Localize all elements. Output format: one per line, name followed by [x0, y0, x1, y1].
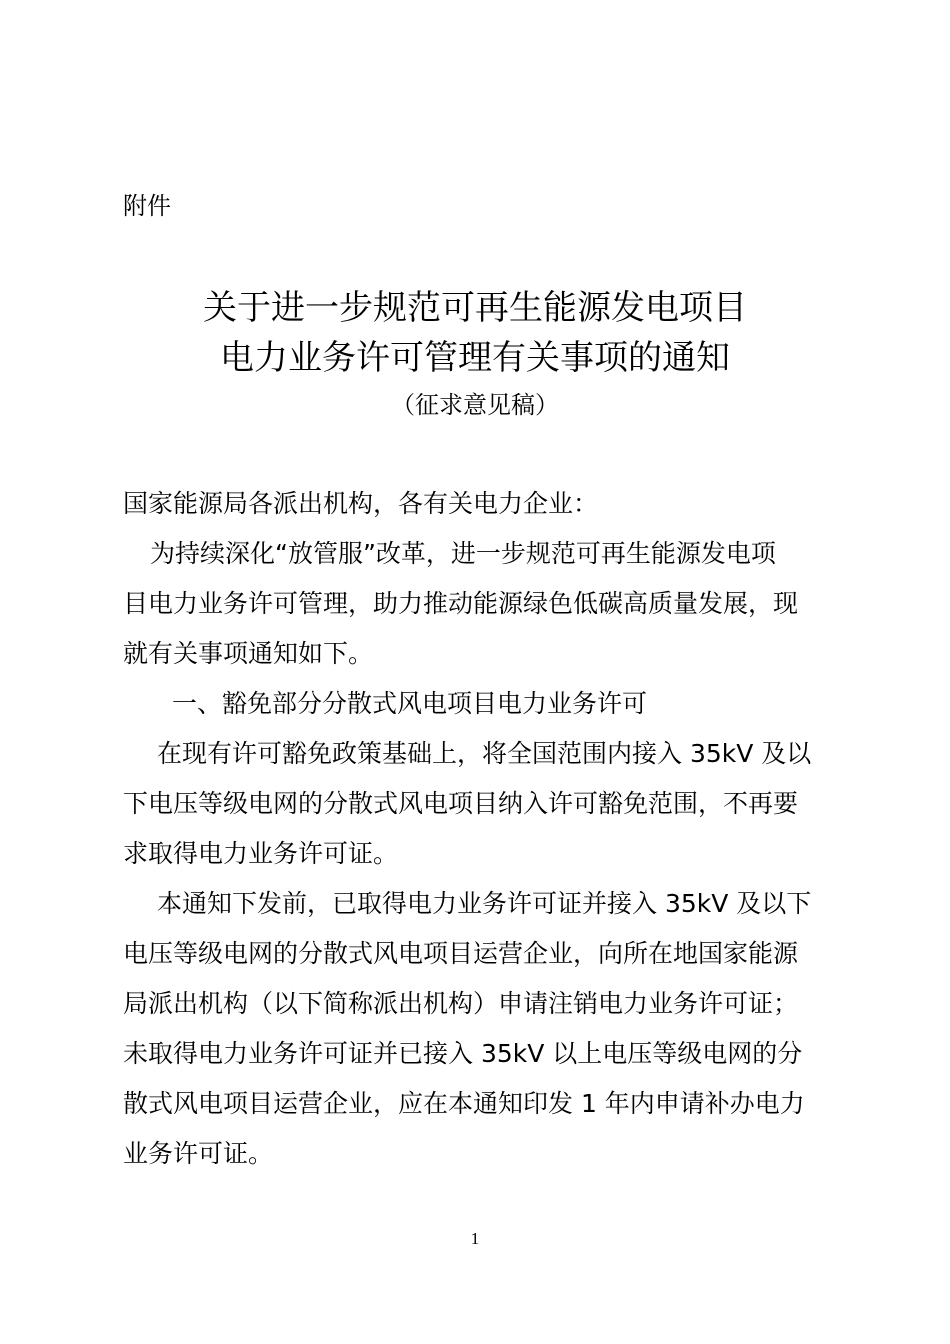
salutation: 国家能源局各派出机构，各有关电力企业：	[123, 489, 599, 518]
section-1-para-1-line-3: 求取得电力业务许可证。	[123, 839, 399, 868]
section-1-para-2-line-5: 散式风电项目运营企业，应在本通知印发 1 年内申请补办电力	[123, 1089, 805, 1118]
section-1-para-1-line-1: 在现有许可豁免政策基础上，将全国范围内接入 35kV 及以	[157, 739, 812, 768]
document-title-line-1: 关于进一步规范可再生能源发电项目	[203, 288, 747, 328]
section-1-para-2-line-3: 局派出机构（以下简称派出机构）申请注销电力业务许可证；	[123, 989, 799, 1018]
document-title-line-2: 电力业务许可管理有关事项的通知	[220, 338, 730, 378]
section-1-para-2-line-6: 业务许可证。	[123, 1139, 274, 1168]
section-1-para-1-line-2: 下电压等级电网的分散式风电项目纳入许可豁免范围，不再要	[123, 789, 799, 818]
intro-line-1: 为持续深化“放管服”改革，进一步规范可再生能源发电项	[150, 539, 776, 568]
document-subtitle: （征求意见稿）	[391, 391, 559, 419]
section-1-para-2-line-4: 未取得电力业务许可证并已接入 35kV 以上电压等级电网的分	[123, 1039, 803, 1068]
section-1-para-2-line-2: 电压等级电网的分散式风电项目运营企业，向所在地国家能源	[123, 939, 799, 968]
section-1-para-2-line-1: 本通知下发前，已取得电力业务许可证并接入 35kV 及以下	[157, 889, 812, 918]
attachment-label: 附件	[123, 192, 171, 220]
intro-line-3: 就有关事项通知如下。	[123, 639, 374, 668]
page-number: 1	[470, 1229, 480, 1248]
intro-line-2: 目电力业务许可管理，助力推动能源绿色低碳高质量发展，现	[123, 589, 799, 618]
section-1-heading: 一、豁免部分分散式风电项目电力业务许可	[172, 689, 648, 718]
